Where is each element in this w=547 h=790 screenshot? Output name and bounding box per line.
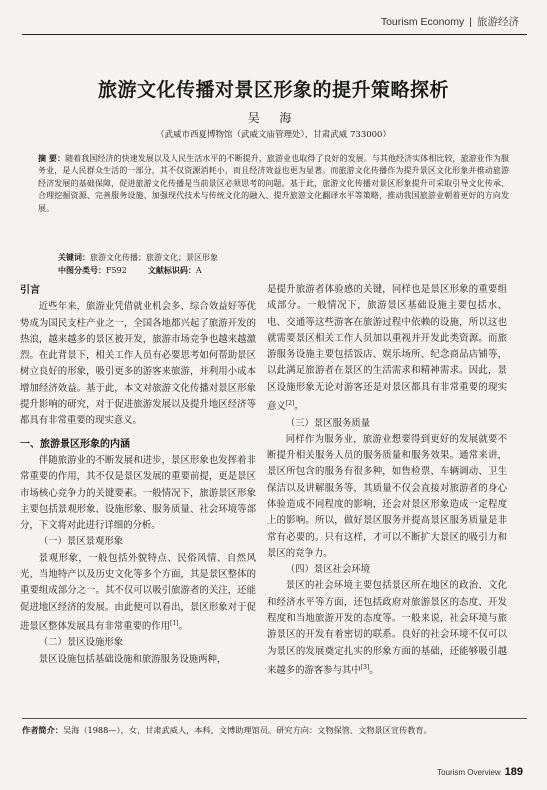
subsection-1-heading: （一）景区景观形象 — [38, 536, 124, 548]
author-bio — [22, 725, 527, 736]
bio-text: 吴海（1988—），女，甘肃武威人，本科，文博助理馆员。研究方向：文物保管、文物景区宣传教育。 — [62, 725, 432, 735]
subsection-4-paragraph — [267, 578, 507, 679]
intro-paragraph: 近些年来，旅游业凭借就业机会多、综合效益好等优势成为国民支柱产业之一，全国各地都兴起了旅游开发的热浪，越来越多的景区被开发，旅游市场竞争也越来越激烈。在此背景下，相关工作人员有必要思考如何帮助景区树立良好的形象，吸引更多的游客来旅游，并利用小成本增加经济效益。基于此，本文对旅游文化传播对景区形象提升影响的研究，对于促进旅游发展以及提升地区经济等都具有非常重要的现实意义。 — [20, 301, 256, 427]
doc-code-label: 文献标识码： — [147, 266, 196, 275]
classification — [58, 265, 202, 276]
citation-1: [1] — [170, 619, 179, 627]
bio-label: 作者简介： — [22, 725, 63, 735]
page-number: 189 — [504, 766, 523, 778]
left-column — [20, 283, 256, 668]
subsection-3-heading: （三）景区服务质量 — [285, 417, 371, 429]
clc-value: F592 — [106, 266, 127, 275]
right-paragraph-1-text: 是提升旅游者体验感的关键，同样也是景区形象的重要组成部分。一般情况下，旅游景区基础设施主要包括水、电、交通等这些游客在旅游过程中依赖的设施，所以这也就需要景区相关工作人员加以重视并开发此类资源。而旅游服务设施主要包括饭店、娱乐场所、纪念商品店铺等，以此满足旅游者在景区的生活需求和精神需求。因此，景区设施形象无论对游客还是对景区都具有非常重要的现实意义 — [267, 284, 507, 413]
header-en: Tourism Economy — [380, 16, 465, 28]
subsection-4-end: 。 — [369, 665, 379, 677]
subsection-3-paragraph: 同样作为服务业，旅游业想要得到更好的发展就要不断提升相关服务人员的服务质量和服务效果。通常来讲，景区所包含的服务有很多种，如售检票、车辆调动、卫生保洁以及讲解服务等，其质量不仅会直接对旅游者的身心体验造成不同程度的影响，还会对景区形象造成一定程度上的影响。所以，做好景区服务并提高景区服务质量是非常有必要的。只有这样，才可以不断扩大景区的吸引力和景区的竞争力。 — [267, 433, 507, 559]
subsection-4-text: 景区的社会环境主要包括景区所在地区的政治、文化和经济水平等方面，还包括政府对旅游景区的态度、开发程度和当地旅游开发的态度等。一般来说，社会环境与旅游景区的开发有着密切的联系。良好的社会环境不仅可以为景区的发展奠定扎实的形象方面的基础，还能够吸引越来越多的游客参与其中 — [267, 580, 507, 677]
footer-label: Tourism Overview — [437, 768, 501, 777]
running-header — [381, 14, 519, 29]
header-separator: | — [469, 16, 472, 28]
right-column — [267, 282, 507, 679]
keywords-label: 关键词： — [58, 253, 90, 262]
subsection-1-paragraph — [20, 551, 256, 636]
subsection-1-end: 。 — [178, 621, 188, 633]
subsection-2-heading: （二）景区设施形象 — [38, 637, 124, 649]
citation-2: [2] — [285, 400, 295, 408]
citation-3: [3] — [360, 663, 370, 671]
intro-heading: 引言 — [20, 285, 40, 296]
header-cn: 旅游经济 — [477, 16, 519, 28]
abstract — [38, 153, 509, 215]
right-paragraph-1-end: 。 — [294, 401, 304, 413]
subsection-2-paragraph: 景区设施包括基础设施和旅游服务设施两种， — [38, 653, 227, 665]
author-name: 吴 海 — [247, 111, 300, 125]
abstract-label: 摘 要： — [38, 154, 66, 163]
keywords — [58, 252, 218, 263]
subsection-1-text: 景观形象，一般包括外貌特点、民俗风情、自然风光、当地特产以及历史文化等多个方面，其是景区整体的重要组成部分之一。其不仅可以吸引旅游者的关注，还能促进地区经济的发展。由此便可以看出，景区形象对于促进景区整体发展具有非常重要的作用 — [20, 552, 256, 633]
right-paragraph-1 — [267, 282, 507, 416]
author-affiliation: （武威市西夏博物馆（武威文庙管理处），甘肃武威 733000） — [156, 130, 391, 140]
header-rule — [22, 34, 527, 35]
clc-label: 中图分类号： — [58, 266, 106, 275]
section-1-heading: 一、旅游景区形象的内涵 — [20, 438, 130, 450]
footnote-rule — [22, 718, 527, 719]
section-1-paragraph: 伴随旅游业的不断发展和进步，景区形象也发挥着非常重要的作用，其不仅是景区发展的重要前提，更是景区市场核心竞争力的关键要素。一般情况下，旅游景区形象主要包括景观形象、设施形象、服务质量、社会环境等部分，下文将对此进行详细的分析。 — [20, 454, 256, 532]
page-footer — [437, 766, 523, 778]
keywords-text: 旅游文化传播；旅游文化；景区形象 — [90, 253, 218, 262]
article-title: 旅游文化传播对景区形象的提升策略探析 — [97, 79, 449, 101]
subsection-4-heading: （四）景区社会环境 — [285, 564, 371, 576]
doc-code-value: A — [195, 266, 202, 275]
abstract-text: 随着我国经济的快速发展以及人民生活水平的不断提升，旅游业也取得了良好的发展。与其他经济实体相比较，旅游业作为服务业，是人民群众生活的一部分，其不仅资源消耗小，而且经济效益也更为显著。而旅游文化传播作为提升景区文化形象并推动旅游经济发展的基础保障，促进旅游文化传播是当前景区必须思考的问题。基于此，旅游文化传播对景区形象提升可采取引导文化传承、合理挖掘资源、完善服务设施、加强现代技术与传统文化的融入、提升旅游文化翻译水平等策略，推动我国旅游业朝着更好的方向发展。 — [38, 154, 509, 213]
